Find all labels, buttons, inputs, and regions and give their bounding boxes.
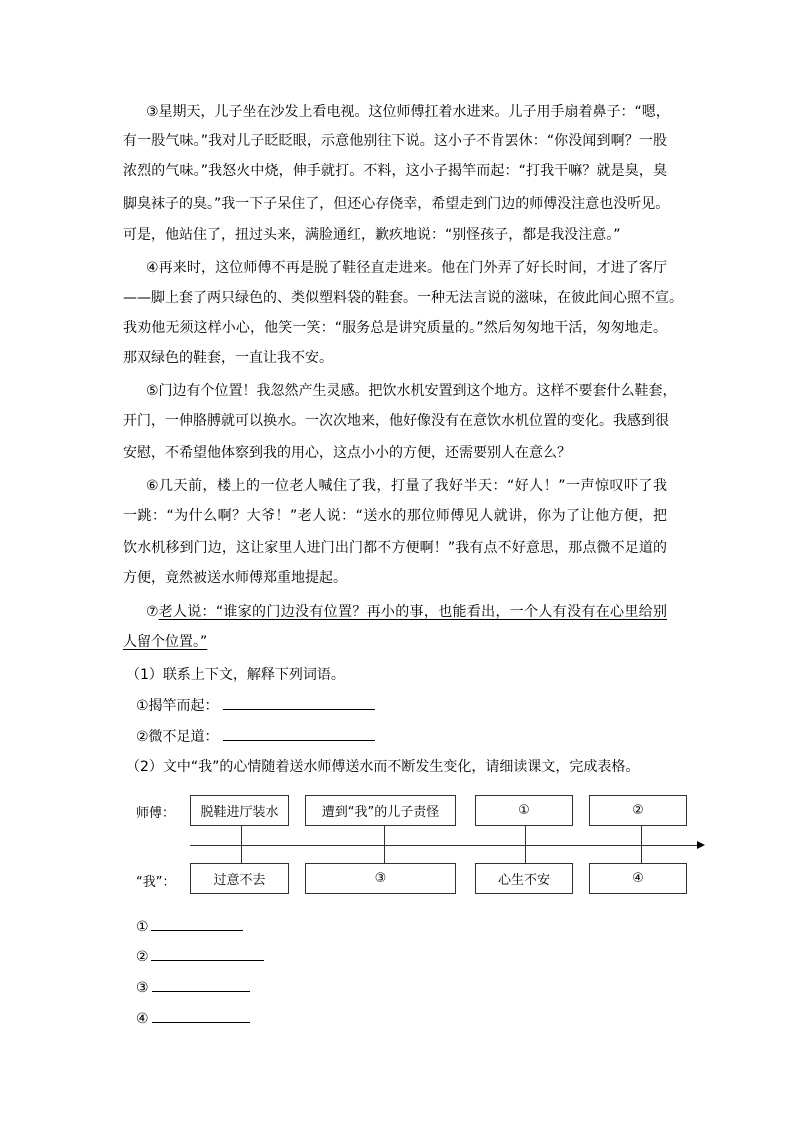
master-box-1: 脱鞋进厅装水 [190,795,289,826]
answer-blank-4[interactable] [152,1008,250,1023]
answer-1 [136,916,243,937]
master-box-2: 遭到“我”的儿子责怪 [305,795,456,826]
p5-line: 安慰，不希望他体察到我的用心，这点小小的方便，还需要别人在意么？ [123,445,571,461]
p7-number: ⑦ [146,604,159,620]
answer-2 [136,946,264,967]
answer-blank-1b[interactable] [223,726,375,741]
answer-3 [136,977,250,998]
answer-4-label: ④ [136,1011,149,1027]
me-box-4[interactable]: ④ [589,863,687,894]
arrow-head-icon [697,841,705,849]
p4-line: 我劝他无须这样小心，他笑一笑：“服务总是讲究质量的。”然后匆匆地干活，匆匆地走。 [123,320,667,336]
me-box-2[interactable]: ③ [305,863,456,894]
answer-blank-1[interactable] [151,916,243,931]
answer-2-label: ② [136,949,149,965]
answer-4 [136,1008,250,1029]
p3-line: 浓烈的气味。”我怒火中烧，伸手就打。不料，这小子揭竿而起：“打我干嘛？就是臭，臭 [123,163,667,179]
p3-line: ③星期天，儿子坐在沙发上看电视。这位师傅扛着水进来。儿子用手扇着鼻子：“嗯， [146,104,670,120]
p4-line: ④再来时，这位师傅不再是脱了鞋径直走进来。他在门外弄了好长时间，才进了客厅 [146,260,667,276]
p5-line: ⑤门边有个位置！我忽然产生灵感。把饮水机安置到这个地方。这样不要套什么鞋套， [146,383,677,399]
p4-line: ——脚上套了两只绿色的、类似塑料袋的鞋套。一种无法言说的滋味，在彼此间心照不宣。 [123,290,683,306]
master-box-3[interactable]: ① [475,795,573,826]
p7-line [146,602,667,622]
answer-blank-1a[interactable] [223,695,375,710]
answer-blank-3[interactable] [152,977,250,992]
question-2: （2）文中“我”的心情随着送水师傅送水而不断发生变化，请细读课文，完成表格。 [126,759,640,775]
p7-line [123,632,667,652]
p6-line: 方便，竟然被送水师傅郑重地提起。 [123,570,347,586]
answer-1-label: ① [136,919,149,935]
question-1: （1）联系上下文，解释下列词语。 [126,667,345,683]
p5-line: 开门，一伸胳膊就可以换水。一次次地来，他好像没有在意饮水机位置的变化。我感到很 [123,413,669,429]
row-label-master: 师傅： [136,806,176,821]
answer-3-label: ③ [136,980,149,996]
me-box-1: 过意不去 [190,863,289,894]
p3-line: 脚臭袜子的臭。”我一下子呆住了，但还心存侥幸，希望走到门边的师傅没注意也没听见。 [123,196,670,212]
p3-line: 有一股气味。”我对儿子眨眨眼，示意他别往下说。这小子不肯罢休：“你没闻到啊？一股 [123,133,667,149]
question-1b [136,726,375,747]
p3-line: 可是，他站住了，扭过头来，满脸通红，歉疚地说：“别怪孩子，都是我没注意。” [123,227,621,243]
question-1b-label: ②微不足道： [136,729,219,745]
question-1a [136,695,375,716]
p6-line: ⑥几天前，楼上的一位老人喊住了我，打量了我好半天：“好人！”一声惊叹吓了我 [146,478,667,494]
row-label-me: “我”： [136,875,176,890]
answer-blank-2[interactable] [151,946,264,961]
p7-underlined-text: 老人说：“谁家的门边没有位置？再小的事，也能看出，一个人有没有在心里给别 [158,604,667,620]
p7-underlined-text: 人留个位置。” [123,634,208,650]
p4-line: 那双绿色的鞋套，一直让我不安。 [123,350,333,366]
question-1a-label: ①揭竿而起： [136,698,219,714]
p6-line: 饮水机移到门边，这让家里人进门出门都不方便啊！”我有点不好意思，那点微不足道的 [123,540,667,556]
p6-line: 一跳：“为什么啊？大爷！”老人说：“送水的那位师傅见人就讲，你为了让他方便，把 [123,508,667,524]
master-box-4[interactable]: ② [589,795,687,826]
timeline-axis [190,845,698,846]
me-box-3: 心生不安 [475,863,573,894]
